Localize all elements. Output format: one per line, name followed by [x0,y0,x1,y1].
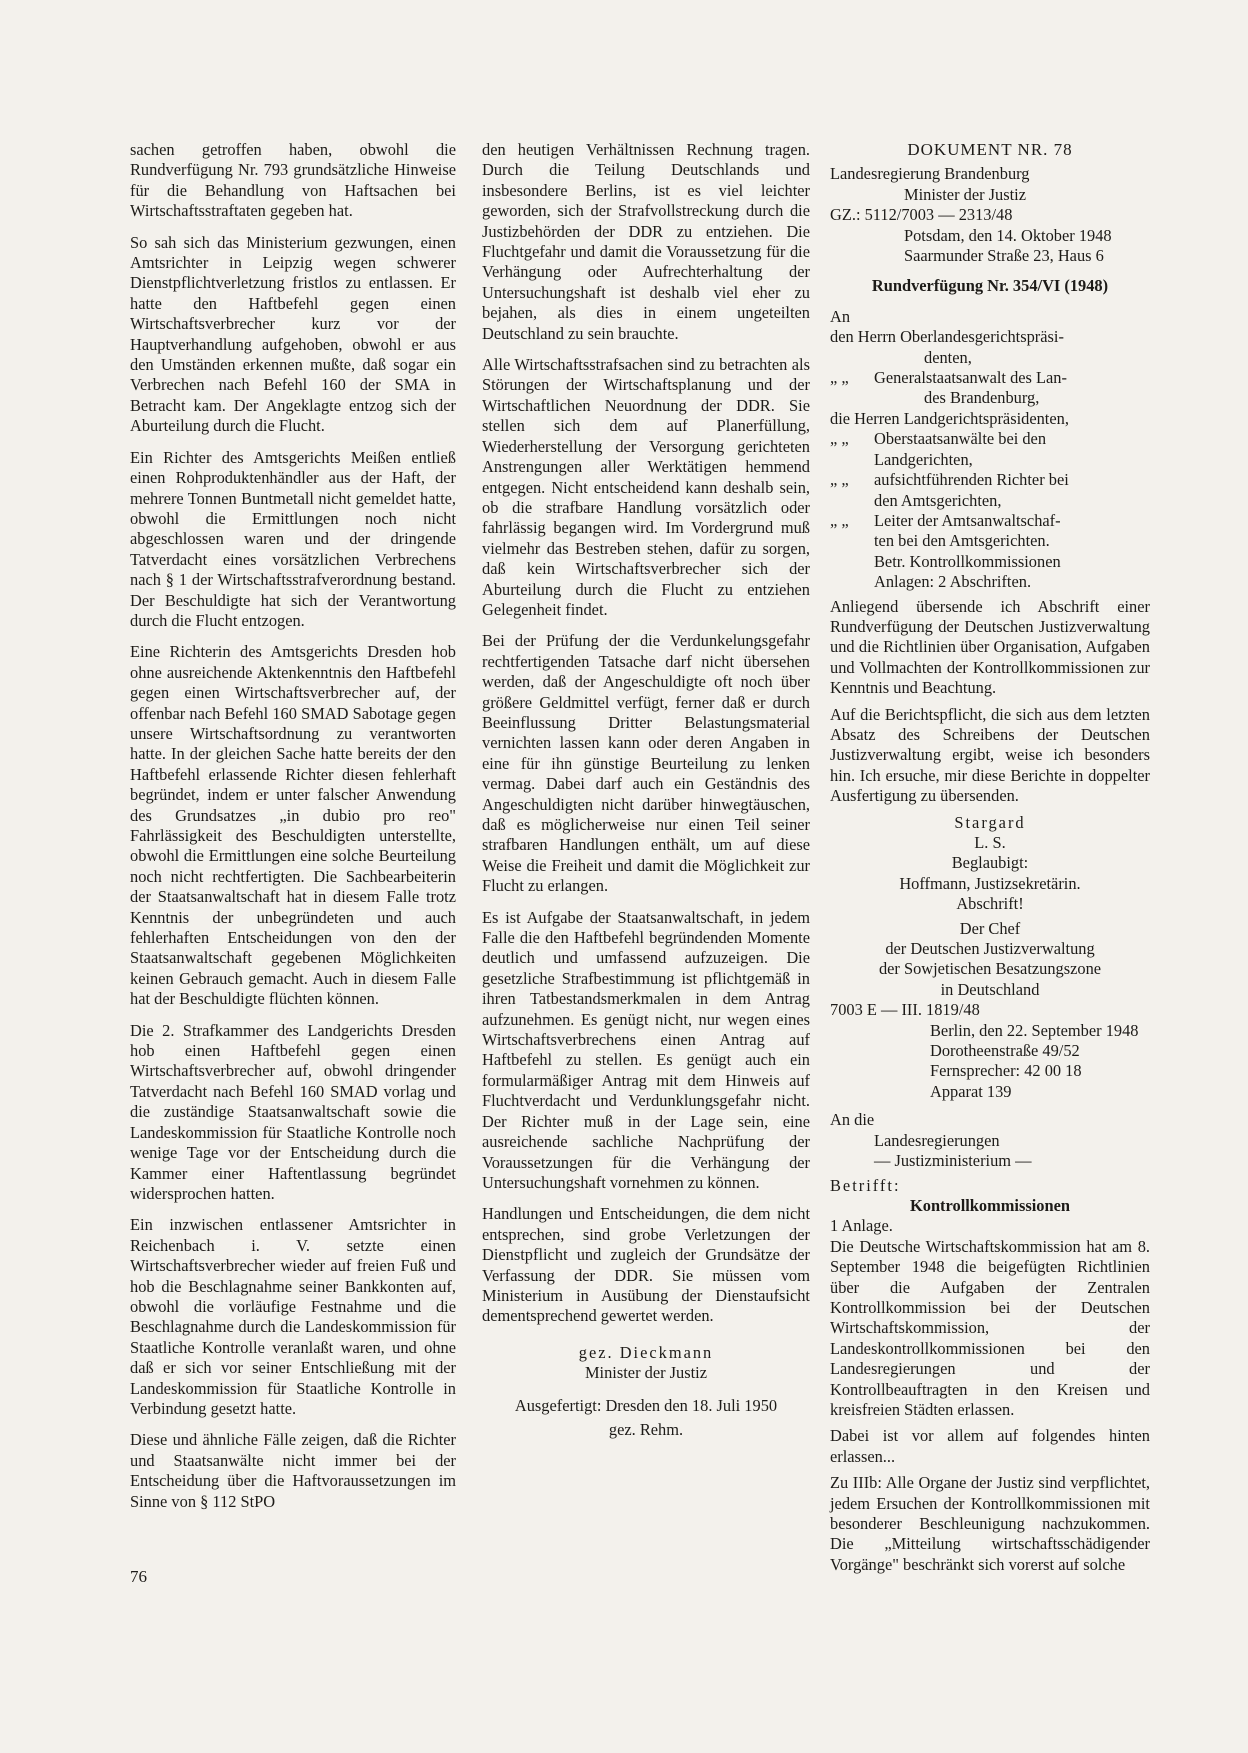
ditto-mark: „ „ [830,429,849,449]
paragraph: den heutigen Verhältnissen Rechnung tragen. Durch die Teilung Deutschlands und insbesondere Berlins, ist es viel leichter geworden, sich der Strafvollstreckung durch die Justizbehörden der DDR zu entziehen. Die Fluchtgefahr und damit die Voraussetzung für die Verhängung oder Aufrechterhaltung der Untersuchungshaft ist deshalb viel eher zu bejahen, als dies in einem ungeteilten Deutschland zu sein brauchte. [482,140,810,343]
recipient-line: Leiter der Amtsanwaltschaf- [874,510,1061,530]
paragraph: Eine Richterin des Amtsgerichts Dresden hob ohne ausreichende Aktenkenntnis den Haftbefehl gegen einen Wirtschaftsverbrecher auf, der offenbar nach Befehl 160 SMAD Sabotage gegen unsere Wirtschaftsordnung zu verantworten hatte. In der gleichen Sache hatte bereits der den Haftbefehl erlassende Richter diesen fehlerhaft begründet, indem er unter falscher Anwendung des Grundsatzes „in dubio pro reo" Fahrlässigkeit des Beschuldigten unterstellte, obwohl die Ermittlungen eine solche Beurteilung noch nicht rechtfertigten. Die Sachbearbeiterin der Staatsanwaltschaft hat in diesem Falle trotz Kenntnis der unbegründeten und auch fehlerhaften Entscheidungen von den der Staatsanwaltschaft gegebenen Möglichkeiten keinen Gebrauch gemacht. Auch in diesem Falle hat der Beschuldigte flüchten können. [130,642,456,1009]
recipient-line: Landgerichten, [874,449,973,469]
anlagen-line: Anlagen: 2 Abschriften. [874,572,1032,592]
recipient-line: die Herren Landgerichtspräsidenten, [830,408,1069,428]
recipient-line: — Justizministerium — [874,1151,1032,1171]
recipient-line: des Brandenburg, [924,388,1040,408]
anlagen-line: 1 Anlage. [830,1216,893,1236]
paragraph: Auf die Berichtspflicht, die sich aus dem letzten Absatz des Schreibens der Deutschen Justizverwaltung ergibt, weise ich besonders hin. Ich ersuche, mir diese Berichte in doppelter Ausfertigung zu übersenden. [830,704,1150,806]
paragraph: Dabei ist vor allem auf folgendes hinten erlassen... [830,1426,1150,1466]
betreff-line: Betr. Kontrollkommissionen [874,551,1061,571]
abschrift-heading: Abschrift! [956,894,1024,914]
apparat-line: Apparat 139 [930,1081,1012,1101]
column-middle [482,140,810,1451]
recipient-line: aufsichtführenden Richter bei [874,470,1069,490]
paragraph: Es ist Aufgabe der Staatsanwaltschaft, in jedem Falle die den Haftbefehl begründenden Momente deutlich und umfassend aufzuzeigen. Die gesetzliche Strafbestimmung ist pflichtgemäß in ihren Tatbestandsmerkmalen in dem Antrag aufzunehmen. Es genügt nicht, nur wegen eines Wirtschaftsverbrechens einen Antrag auf Haftbefehl zu stellen. Es genügt auch ein formularmäßiger Antrag mit dem Hinweis auf Fluchtverdacht und Verdunklungsgefahr nicht. Der Richter muß in der Lage sein, eine ausreichende sachliche Nachprüfung der Voraussetzungen für die Verhängung der Untersuchungshaft vornehmen zu können. [482,907,810,1192]
recipient-line: Generalstaatsanwalt des Lan- [874,368,1067,388]
paragraph: sachen getroffen haben, obwohl die Rundverfügung Nr. 793 grundsätzliche Hinweise für die Behandlung von Haftsachen bei Wirtschaftsstraftaten gegeben hat. [130,140,456,221]
authority-line: Landesregierung Brandenburg [830,164,1030,184]
letter-address: Dorotheenstraße 49/52 [930,1041,1080,1061]
signature-title: Minister der Justiz [584,1363,707,1383]
recipient-line: ten bei den Amtsgerichten. [874,531,1050,551]
ditto-mark: „ „ [830,470,849,490]
paragraph: Die Deutsche Wirtschaftskommission hat am 8. September 1948 die beigefügten Richtlinien über die Aufgaben der Zentralen Kontrollkommission bei der Deutschen Wirtschaftskommission, der Landeskontrollkommissionen bei den Landesregierungen und der Kontrollbeauftragten in den Kreisen und kreisfreien Städten erlassen. [830,1236,1150,1419]
ausgefertigt-line: Ausgefertigt: Dresden den 18. Juli 1950 [514,1395,778,1415]
sender-line: in Deutschland [940,979,1040,999]
beglaubigt-line: Beglaubigt: [951,853,1029,873]
signature-rehm: gez. Rehm. [608,1419,684,1439]
paragraph: Ein Richter des Amtsgerichts Meißen entließ einen Rohproduktenhändler aus der Haft, der mehrere Tonnen Buntmetall nicht gemeldet hatte, obwohl die Ermittlungen noch nicht abgeschlossen waren und der dringende Tatverdacht eines vorsätzlichen Verbrechens nach § 1 der Wirtschaftsstrafverordnung bestand. Der Beschuldigte hat sich der Verantwortung durch die Flucht entzogen. [130,447,456,630]
paragraph: Ein inzwischen entlassener Amtsrichter in Reichenbach i. V. setzte einen Wirtschaftsverbrecher wieder auf freien Fuß und hob die Beschlagnahme seiner Bankkonten auf, obwohl die vorläufige Festnahme und die Beschlagnahme durch die Landeskommission für Staatliche Kontrolle veranlaßt waren, und ohne daß er sich vor seiner Entschließung mit der Landeskommission für Staatliche Kontrolle in Verbindung gesetzt hatte. [130,1215,456,1418]
column-left [130,140,456,1523]
reference-number: 7003 E — III. 1819/48 [830,1000,980,1020]
recipient-line: Landesregierungen [874,1130,1000,1150]
letter-date: Potsdam, den 14. Oktober 1948 [904,225,1112,245]
phone-line: Fernsprecher: 42 00 18 [930,1061,1082,1081]
ditto-mark: „ „ [830,510,849,530]
betrifft-subject: Kontrollkommissionen [910,1195,1070,1215]
paragraph: Die 2. Strafkammer des Landgerichts Dresden hob einen Haftbefehl gegen einen Wirtschaftsverbrecher auf, obwohl dringender Tatverdacht nach Befehl 160 SMAD vorlag und die zuständige Staatsanwaltschaft sowie die Landeskommission für Staatliche Kontrolle noch wenige Tage vor der Entscheidung durch die Kammer einer Haftentlassung begründet widersprochen hatten. [130,1020,456,1203]
authority-line: Minister der Justiz [904,184,1027,204]
paragraph: Diese und ähnliche Fälle zeigen, daß die Richter und Staatsanwälte nicht immer bei der Entscheidung über die Haftvoraussetzungen im Sinne von § 112 StPO [130,1430,456,1511]
paragraph: So sah sich das Ministerium gezwungen, einen Amtsrichter in Leipzig wegen schwerer Dienstpflichtverletzung fristlos zu entlassen. Er hatte den Haftbefehl gegen einen Wirtschaftsverbrecher kurz vor der Hauptverhandlung aufgehoben, obwohl er aus den Umständen erkennen mußte, daß sogar ein Verbrechen nach Befehl 160 der SMA in Betracht kam. Der Angeklagte entzog sich der Aburteilung durch die Flucht. [130,232,456,436]
letter-date: Berlin, den 22. September 1948 [930,1020,1139,1040]
recipient-line: den Herrn Oberlandesgerichtspräsi- [830,327,1064,347]
paragraph: Zu IIIb: Alle Organe der Justiz sind verpflichtet, jedem Ersuchen der Kontrollkommissionen mit besonderer Beschleunigung nachzukommen. Die „Mitteilung wirtschaftsschädigender Vorgänge" beschränkt sich vorerst auf solche [830,1473,1150,1574]
beglaubigt-name: Hoffmann, Justizsekretärin. [899,873,1081,893]
recipient-line: denten, [924,347,972,367]
seal-ls: L. S. [974,833,1006,852]
paragraph: Alle Wirtschaftsstrafsachen sind zu betrachten als Störungen der Wirtschaftsplanung und der Wirtschaftlichen Neuordnung der DDR. Sie stellen sich dem auf Planerfüllung, Wiederherstellung der Versorgung gerichteten Anstrengungen aller Werktätigen hemmend entgegen. Nicht entscheidend kann deshalb sein, ob die strafbare Handlung vorsätzlich oder fahrlässig begangen wird. Im Vordergrund muß vielmehr das Bestreben stehen, dafür zu sorgen, daß kein Wirtschaftsverbrecher sich der Aburteilung durch die Flucht zu entziehen Gelegenheit findet. [482,355,810,619]
reference-number: GZ.: 5112/7003 — 2313/48 [830,205,1013,225]
paragraph: Anliegend übersende ich Abschrift einer Rundverfügung der Deutschen Justizverwaltung und die Richtlinien über Organisation, Aufgaben und Vollmachten der Kontrollkommissionen zur Kenntnis und Beachtung. [830,596,1150,698]
recipient-line: den Amtsgerichten, [874,490,1002,510]
ditto-mark: „ „ [830,368,849,388]
betrifft-label: Betrifft: [830,1175,901,1195]
signature-name: gez. Dieckmann [578,1342,714,1362]
sender-line: der Sowjetischen Besatzungszone [878,959,1102,979]
recipient-an: An [830,306,851,326]
paragraph: Bei der Prüfung der die Verdunkelungsgefahr rechtfertigenden Tatsache darf nicht übersehen werden, daß der Angeschuldigte oft noch über größere Geldmittel verfügt, ferner daß er durch Beeinflussung Dritter Belastungsmaterial vernichten lassen kann oder deren Angaben in eine für ihn günstige Beurteilung zu lenken vermag. Dabei darf auch ein Geständnis des Angeschuldigten nicht darüber hinwegtäuschen, daß es möglicherweise nur einen Teil seiner strafbaren Handlungen enthält, um auf diese Weise die Freiheit und damit die Möglichkeit zur Flucht zu erlangen. [482,631,810,896]
rundverfuegung-title: Rundverfügung Nr. 354/VI (1948) [871,276,1109,296]
sender-line: der Deutschen Justizverwaltung [885,939,1095,959]
recipient-line: Oberstaatsanwälte bei den [874,429,1047,449]
letter-address: Saarmunder Straße 23, Haus 6 [904,246,1104,266]
paragraph: Handlungen und Entscheidungen, die dem nicht entsprechen, sind grobe Verletzungen der Dienstpflicht und zugleich der Grundsätze der Verfassung der DDR. Sie müssen vom Ministerium in Ausübung der Dienstaufsicht dementsprechend gewertet werden. [482,1204,810,1326]
sender-line: Der Chef [959,918,1021,938]
page-number: 76 [130,1567,147,1586]
column-right [830,140,1150,1581]
document-title: DOKUMENT NR. 78 [907,140,1073,159]
recipient-an: An die [830,1110,875,1130]
signature-stargard: Stargard [954,812,1026,832]
